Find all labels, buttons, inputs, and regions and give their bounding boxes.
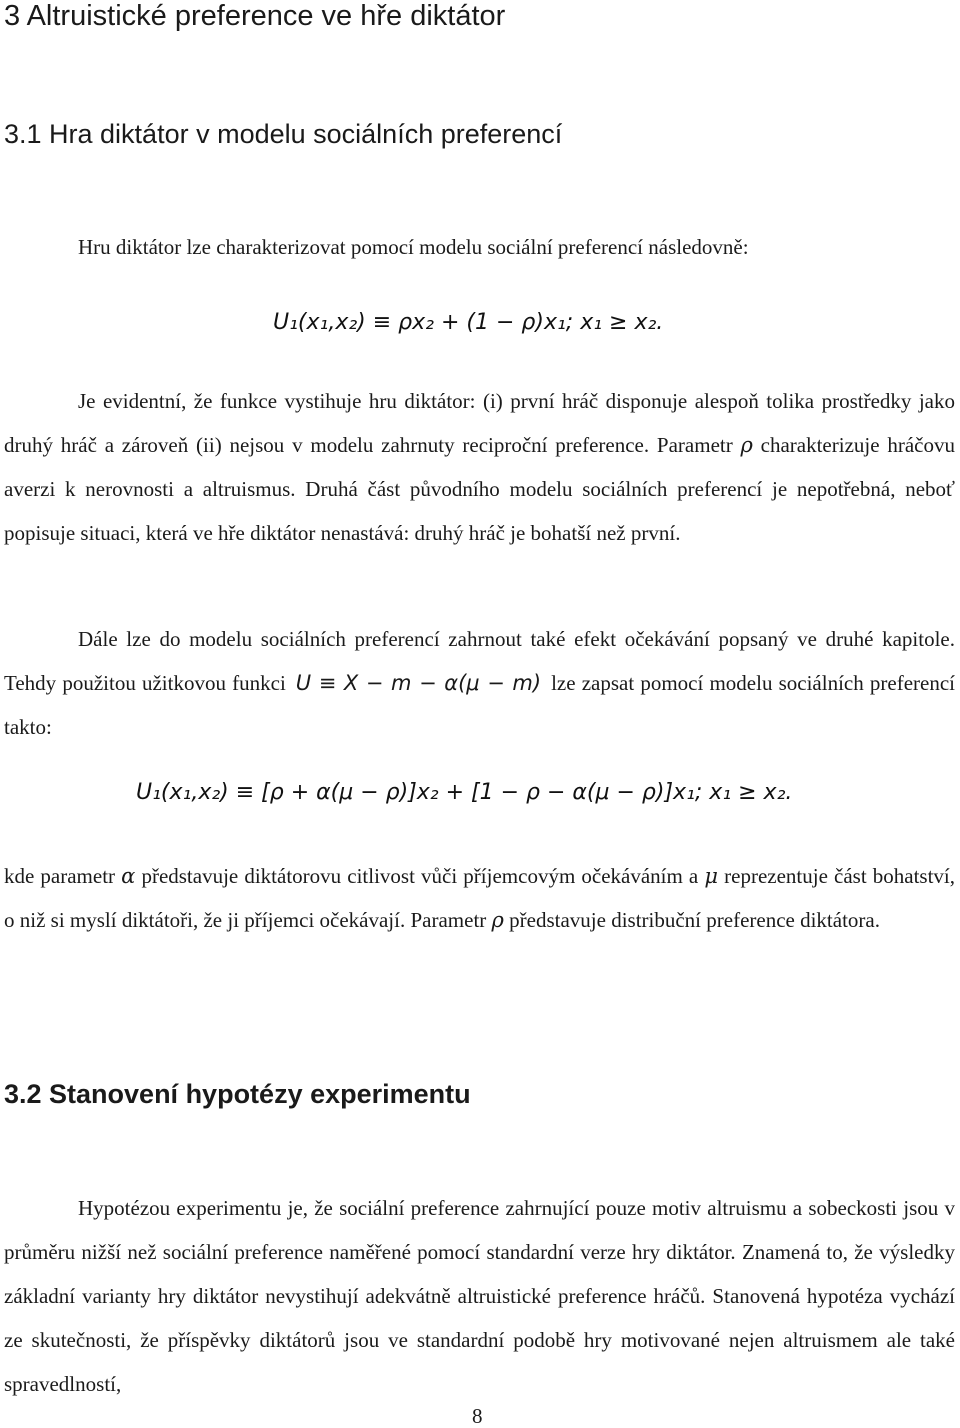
paragraph-evidence bbox=[4, 379, 955, 555]
chapter-heading: 3 Altruistické preference ve hře diktátor bbox=[4, 0, 506, 32]
paragraph-text-b: představuje diktátorovu citlivost vůči příjemcovým očekáváním a bbox=[135, 864, 705, 888]
symbol-rho: ρ bbox=[491, 908, 504, 932]
symbol-mu: μ bbox=[704, 864, 719, 888]
symbol-alpha: α bbox=[121, 864, 136, 888]
page-number: 8 bbox=[472, 1404, 483, 1428]
paragraph-text-c: reprezentuje část bohatství, o niž si myslí diktátoři, že ji příjemci očekávají. Parametr bbox=[4, 864, 955, 932]
section-heading-3-1: 3.1 Hra diktátor v modelu sociálních preferencí bbox=[4, 119, 563, 149]
paragraph-text: Hypotézou experimentu je, že sociální preference zahrnující pouze motiv altruismu a sobeckosti jsou v průměru nižší než sociální preference naměřené pomocí standardní verze hry diktátor. Znamená to, že výsledky základní varianty hry diktátor nevystihují adekvátně altruistické preference hráčů. Stanovená hypotéza vychází ze skutečnosti, že příspěvky diktátorů jsou ve standardní podobě hry motivované nejen altruismem ale také spravedlností, bbox=[4, 1196, 955, 1396]
paragraph-text-a: Dále lze do modelu sociálních preferencí zahrnout také efekt očekávání popsaný ve druhé kapitole. Tehdy použitou užitkovou funkci bbox=[4, 627, 955, 695]
intro-paragraph bbox=[4, 225, 955, 269]
paragraph-hypothesis bbox=[4, 1186, 955, 1406]
formula-utility-basic: U₁(x₁,x₂) ≡ ρx₂ + (1 − ρ)x₁; x₁ ≥ x₂. bbox=[273, 310, 664, 335]
paragraph-text-a: Je evidentní, že funkce vystihuje hru diktátor: (i) první hráč disponuje alespoň tolika prostředky jako druhý hráč a zároveň (ii) nejsou v modelu zahrnuty reciproční preference. Parametr bbox=[4, 389, 955, 457]
formula-utility-expectations: U₁(x₁,x₂) ≡ [ρ + α(μ − ρ)]x₂ + [1 − ρ − α(μ − ρ)]x₁; x₁ ≥ x₂. bbox=[136, 780, 793, 805]
paragraph-text-b: lze zapsat pomocí modelu sociálních preferencí takto: bbox=[4, 671, 955, 739]
symbol-rho: ρ bbox=[740, 433, 753, 457]
paragraph-text-b: charakterizuje hráčovu averzi k nerovnosti a altruismus. Druhá část původního modelu sociálních preferencí je nepotřebná, neboť popisuje situaci, která ve hře diktátor nenastává: druhý hráč je bohatší než první. bbox=[4, 433, 955, 545]
paragraph-expectations bbox=[4, 617, 955, 749]
formula-inline-utility: U ≡ X − m − α(μ − m) bbox=[295, 671, 542, 695]
paragraph-parameters bbox=[4, 854, 955, 942]
paragraph-text-a: kde parametr bbox=[4, 864, 122, 888]
intro-text: Hru diktátor lze charakterizovat pomocí modelu sociální preferencí následovně: bbox=[78, 235, 749, 259]
paragraph-text-d: představuje distribuční preference diktátora. bbox=[503, 908, 880, 932]
section-heading-3-2: 3.2 Stanovení hypotézy experimentu bbox=[4, 1079, 471, 1109]
